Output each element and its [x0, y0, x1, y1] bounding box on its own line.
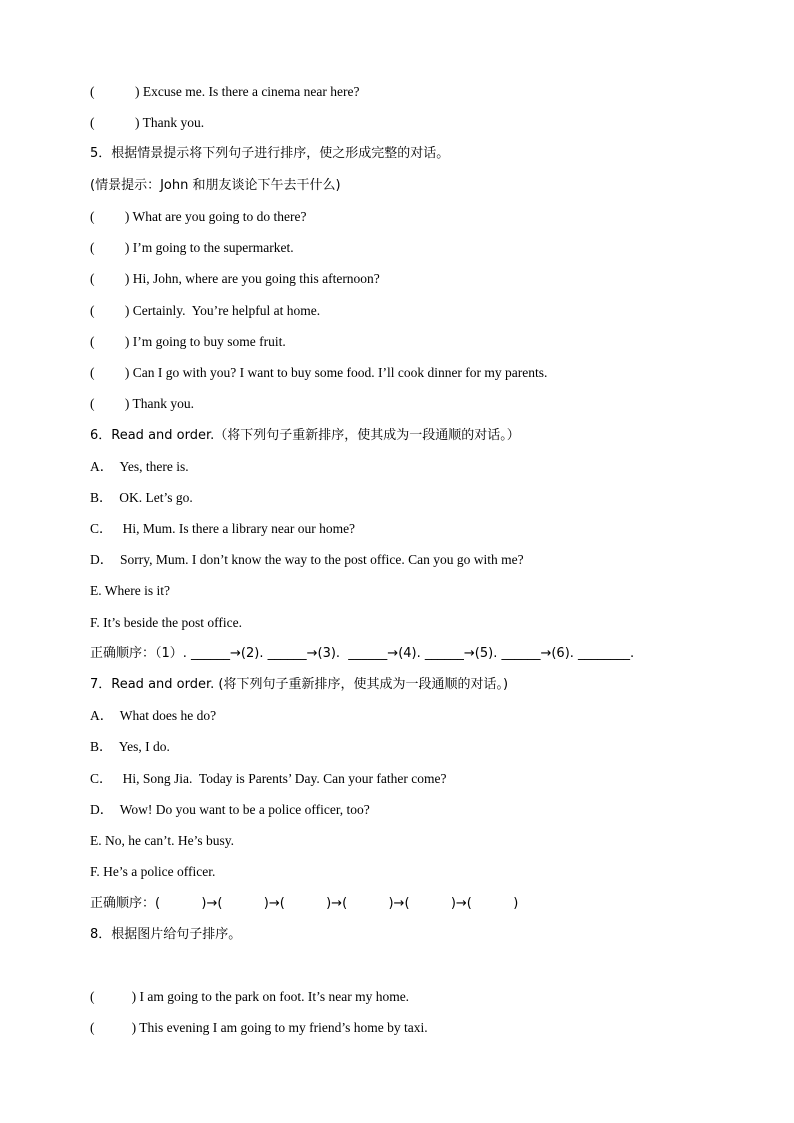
q6-option-c: C． Hi, Mum. Is there a library near our home?	[90, 521, 356, 536]
q6-answer-order: 正确顺序：（1）. ______→(2). ______→(3). ______→(4). ______→(5). ______→(6). ________.	[90, 646, 635, 661]
q7-option-c: C． Hi, Song Jia. Today is Parents’ Day. Can your father come?	[90, 771, 447, 786]
q6-option-f: F. It’s beside the post office.	[90, 615, 243, 630]
q7-answer-order: 正确顺序：( )→( )→( )→( )→( )→( )	[90, 896, 519, 911]
q5-line-5: ( ) I’m going to buy some fruit.	[90, 334, 286, 349]
q7-option-e: E. No, he can’t. He’s busy.	[90, 833, 234, 848]
q5-line-2: ( ) I’m going to the supermarket.	[90, 240, 294, 255]
q5-instruction: 5．根据情景提示将下列句子进行排序，使之形成完整的对话。	[90, 146, 450, 161]
q5-line-4: ( ) Certainly. You’re helpful at home.	[90, 303, 321, 318]
q5-line-7: ( ) Thank you.	[90, 396, 194, 411]
q6-option-e: E. Where is it?	[90, 583, 170, 598]
q8-line-1: ( ) I am going to the park on foot. It’s near my home.	[90, 989, 410, 1004]
q7-instruction: 7．Read and order. (将下列句子重新排序，使其成为一段通顺的对话。)	[90, 677, 509, 692]
q8-instruction: 8．根据图片给句子排序。	[90, 927, 242, 942]
q6-option-d: D． Sorry, Mum. I don’t know the way to the post office. Can you go with me?	[90, 552, 524, 567]
q6-instruction: 6．Read and order.（将下列句子重新排序，使其成为一段通顺的对话。）	[90, 428, 520, 443]
q5-line-1: ( ) What are you going to do there?	[90, 209, 307, 224]
q4-line-thank-you: ( ) Thank you.	[90, 115, 205, 130]
q7-option-b: B． Yes, I do.	[90, 739, 170, 754]
q7-option-a: A． What does he do?	[90, 708, 217, 723]
q6-option-a: A． Yes, there is.	[90, 459, 189, 474]
q4-line-excuse-me: ( ) Excuse me. Is there a cinema near here?	[90, 84, 360, 99]
q7-option-f: F. He’s a police officer.	[90, 864, 216, 879]
q5-line-3: ( ) Hi, John, where are you going this afternoon?	[90, 271, 380, 286]
q5-context-hint: (情景提示：John 和朋友谈论下午去干什么)	[90, 178, 341, 193]
q8-line-2: ( ) This evening I am going to my friend’s home by taxi.	[90, 1020, 428, 1035]
q5-line-6: ( ) Can I go with you? I want to buy some food. I’ll cook dinner for my parents.	[90, 365, 548, 380]
q6-option-b: B． OK. Let’s go.	[90, 490, 193, 505]
q7-option-d: D． Wow! Do you want to be a police officer, too?	[90, 802, 370, 817]
